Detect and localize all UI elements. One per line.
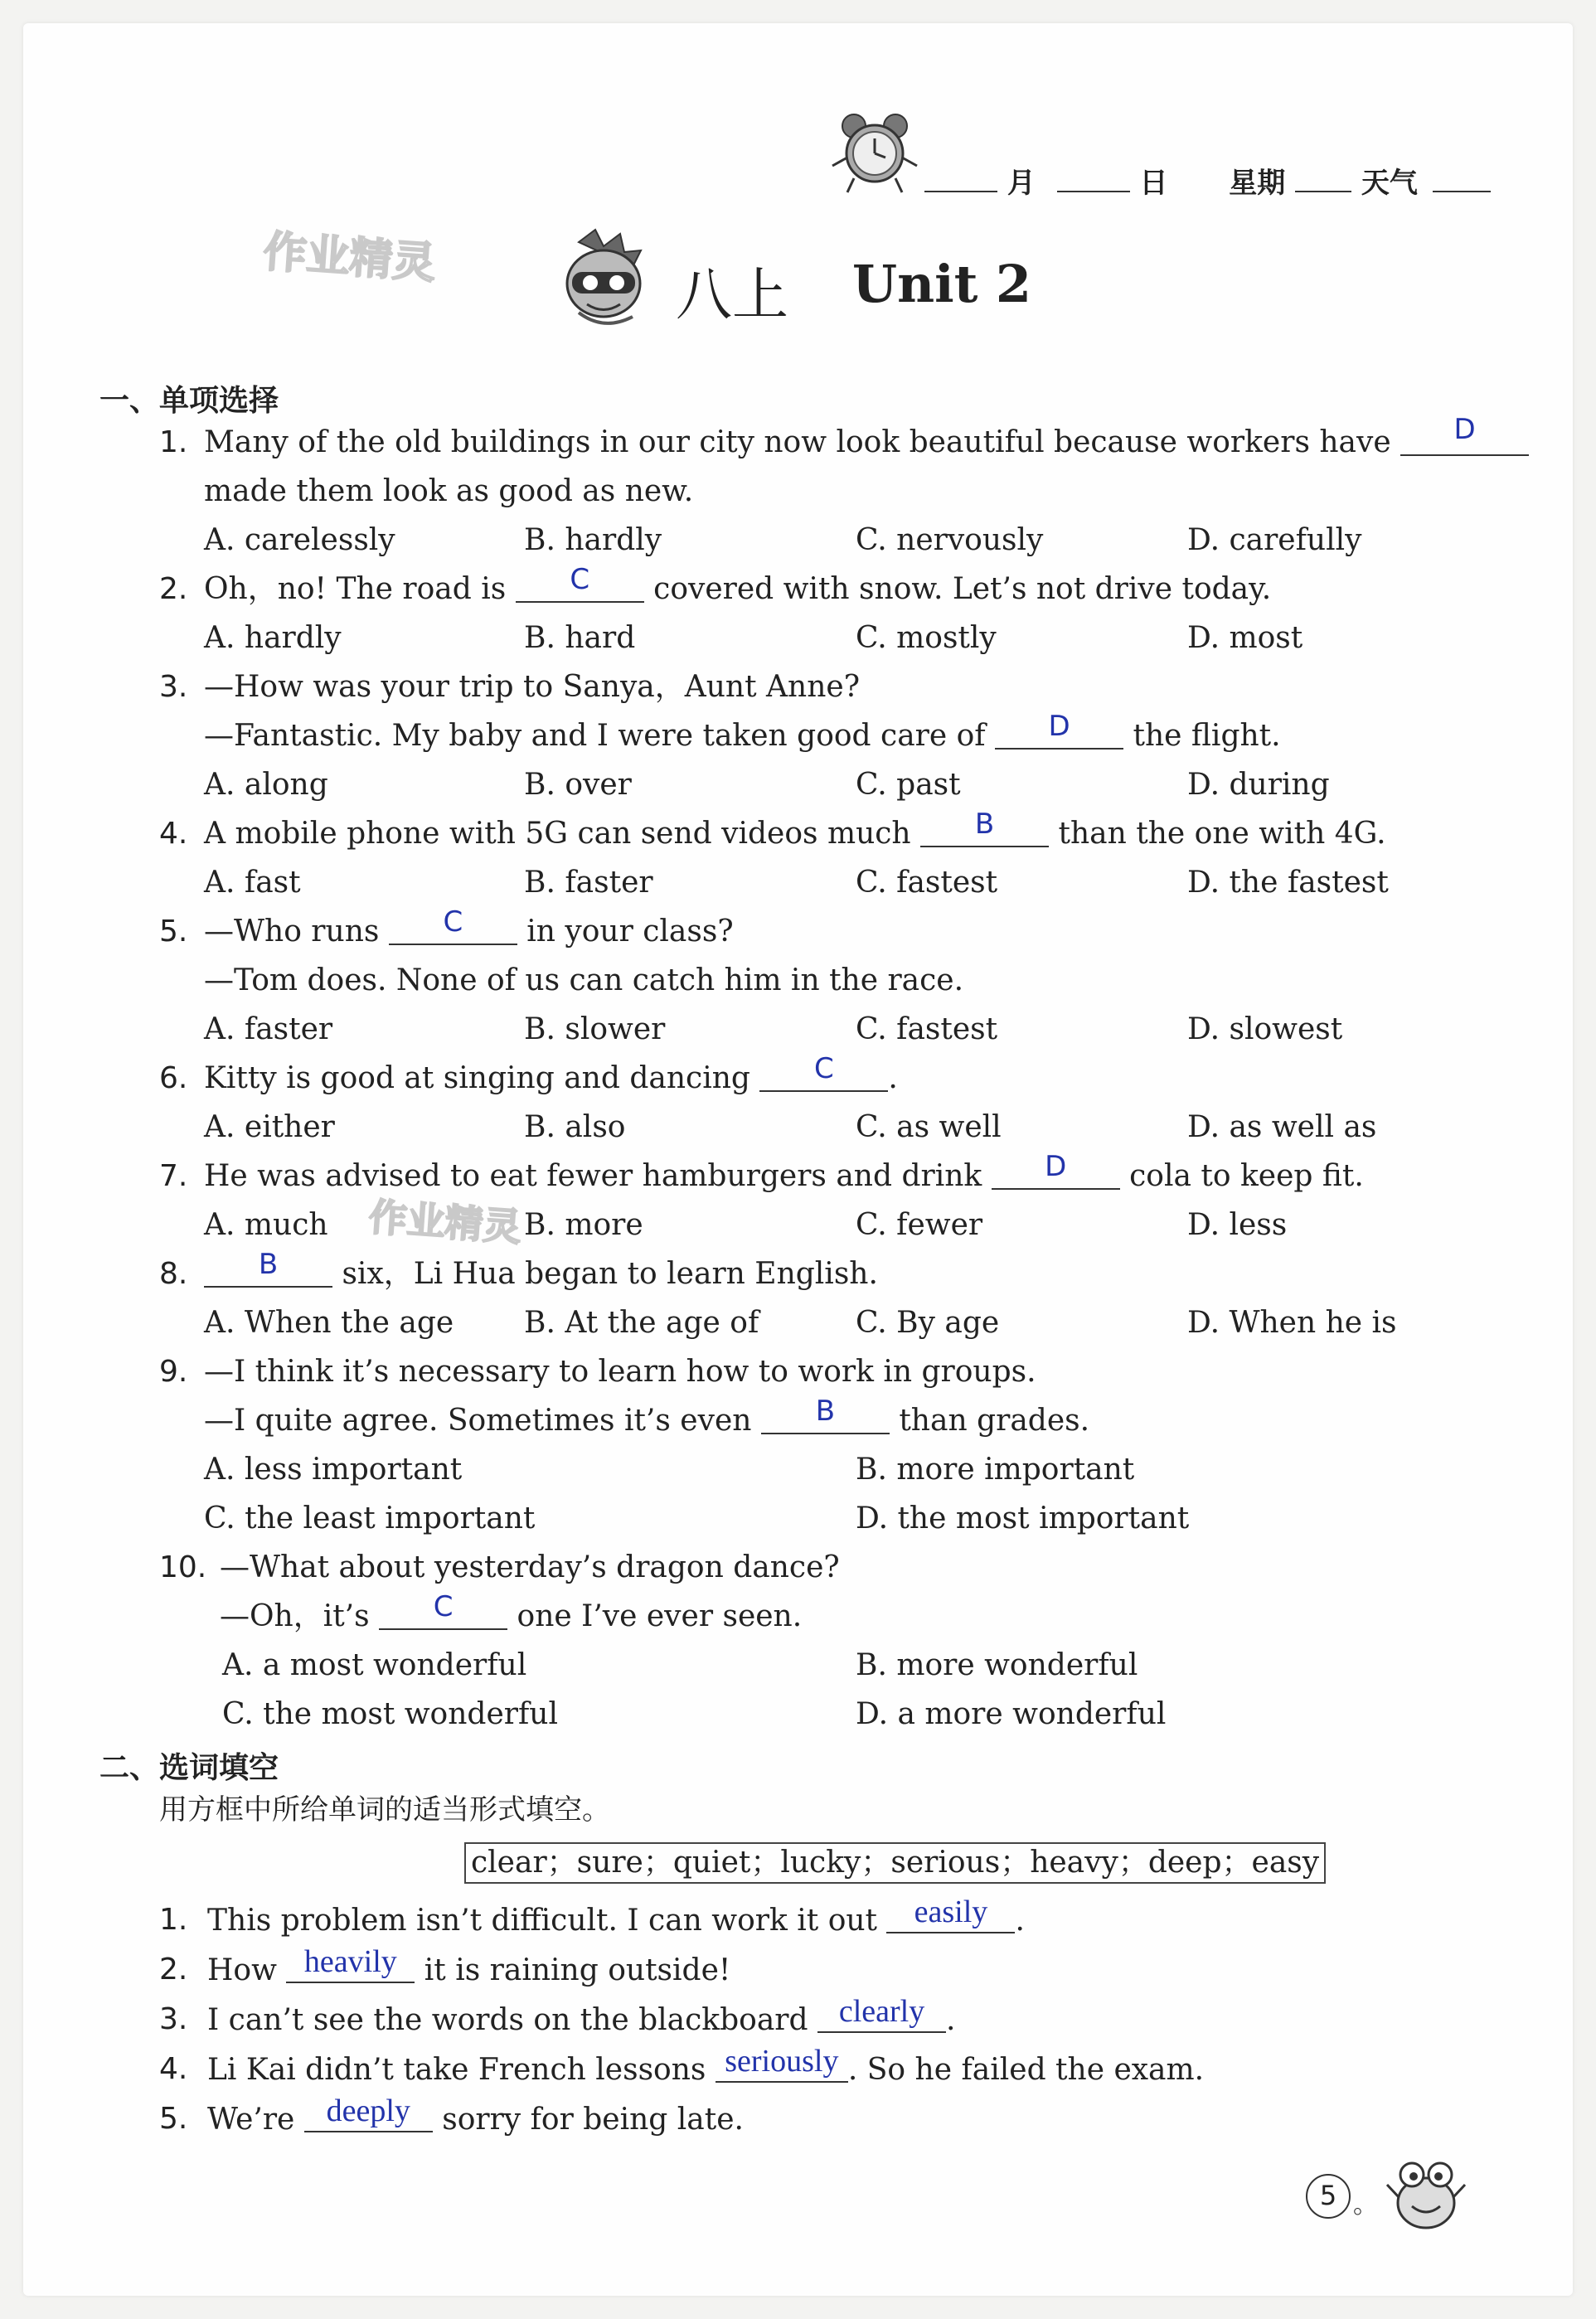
- s2-item4-text-b: . So he failed the exam.: [847, 2053, 1205, 2087]
- s2-item5: [207, 2093, 744, 2137]
- weather-label: 天气: [1361, 167, 1418, 200]
- q9-number: 9.: [159, 1355, 188, 1389]
- q7-option-c[interactable]: C. fewer: [856, 1208, 983, 1242]
- q7-answer-blank[interactable]: [992, 1150, 1120, 1190]
- section2-instruction: 用方框中所给单词的适当形式填空。: [159, 1793, 610, 1827]
- s2-item2-text-b: it is raining outside!: [424, 1953, 731, 1987]
- q8-number: 8.: [159, 1257, 188, 1291]
- q3-text-a: —Fantastic. My baby and I were taken good care of: [204, 719, 986, 753]
- q6-option-d[interactable]: D. as well as: [1187, 1110, 1377, 1144]
- s2-item1-answer: easily: [914, 1894, 988, 1929]
- s2-item3-answer: clearly: [838, 1994, 925, 2029]
- q6-option-c[interactable]: C. as well: [856, 1110, 1002, 1144]
- title-grade: 八上: [676, 263, 789, 328]
- q10-number: 10.: [159, 1550, 207, 1584]
- s2-item1-text-b: .: [1015, 1904, 1025, 1938]
- q5-option-c[interactable]: C. fastest: [856, 1012, 998, 1046]
- q4-stem: [204, 808, 1386, 851]
- q10-answer-blank[interactable]: [379, 1590, 507, 1630]
- q3-line2: [204, 710, 1281, 753]
- q5-text-a: —Who runs: [204, 915, 380, 948]
- q9-line1: —I think it’s necessary to learn how to work in groups.: [204, 1355, 1036, 1389]
- q1-line2: made them look as good as new.: [204, 474, 694, 508]
- s2-item3: [207, 1994, 956, 2037]
- weather-blank[interactable]: [1433, 166, 1491, 192]
- q3-text-b: the flight.: [1133, 719, 1281, 753]
- q4-number: 4.: [159, 817, 188, 851]
- word-box: clear；sure；quiet；lucky；serious；heavy；deep；easy: [464, 1842, 1326, 1884]
- q7-option-a[interactable]: A. much: [204, 1208, 328, 1242]
- watermark-inline: 作业精灵: [367, 1194, 523, 1250]
- q7-text-a: He was advised to eat fewer hamburgers and drink: [204, 1159, 982, 1193]
- q10-text-a: —Oh，it’s: [220, 1599, 370, 1633]
- q3-option-c[interactable]: C. past: [856, 768, 961, 802]
- q5-answer-blank[interactable]: [389, 905, 517, 945]
- q5-line2: —Tom does. None of us can catch him in the race.: [204, 963, 964, 997]
- weekday-label: 星期: [1229, 167, 1286, 200]
- q3-line1: —How was your trip to Sanya，Aunt Anne?: [204, 670, 860, 704]
- q7-text-b: cola to keep fit.: [1129, 1159, 1364, 1193]
- q8-answer: B: [258, 1248, 279, 1281]
- q10-answer: C: [433, 1590, 454, 1623]
- s2-item3-text-a: I can’t see the words on the blackboard: [207, 2003, 808, 2037]
- page-number: 5: [1306, 2174, 1351, 2219]
- q4-answer: B: [974, 808, 995, 841]
- q10-option-a[interactable]: A. a most wonderful: [222, 1648, 527, 1682]
- s2-item1-number: 1.: [159, 1903, 188, 1937]
- q6-answer: C: [814, 1052, 834, 1085]
- q2-answer-blank[interactable]: [516, 563, 644, 603]
- month-label: 月: [1007, 167, 1036, 200]
- q9-text-a: —I quite agree. Sometimes it’s even: [204, 1404, 752, 1438]
- day-label: 日: [1139, 167, 1168, 200]
- q6-option-b[interactable]: B. also: [524, 1110, 626, 1144]
- q9-option-a[interactable]: A. less important: [204, 1453, 463, 1487]
- q2-option-c[interactable]: C. mostly: [856, 621, 997, 655]
- alarm-clock-mascot-icon: [829, 108, 920, 199]
- q1-number: 1.: [159, 425, 188, 459]
- s2-item5-text-a: We’re: [207, 2103, 295, 2137]
- page-number-suffix: 。: [1353, 2190, 1378, 2220]
- q10-option-b[interactable]: B. more wonderful: [856, 1648, 1138, 1682]
- q1-option-d[interactable]: D. carefully: [1187, 523, 1362, 557]
- section1-heading: 一、单项选择: [99, 384, 279, 418]
- q2-text-b: covered with snow. Let’s not drive today.: [653, 572, 1272, 606]
- q3-number: 3.: [159, 670, 188, 704]
- q6-text-a: Kitty is good at singing and dancing: [204, 1061, 750, 1095]
- s2-item4-answer-blank[interactable]: [716, 2044, 848, 2083]
- q9-option-d[interactable]: D. the most important: [856, 1502, 1190, 1535]
- s2-item4-number: 4.: [159, 2052, 188, 2086]
- q8-option-a[interactable]: A. When the age: [204, 1306, 454, 1340]
- s2-item1-text-a: This problem isn’t difficult. I can work it out: [207, 1904, 878, 1938]
- s2-item5-answer: deeply: [326, 2093, 410, 2128]
- section2-heading: 二、选词填空: [99, 1751, 279, 1785]
- day-blank[interactable]: [1057, 166, 1130, 192]
- s2-item5-text-b: sorry for being late.: [442, 2103, 744, 2137]
- s2-item4-text-a: Li Kai didn’t take French lessons: [207, 2053, 706, 2087]
- month-blank[interactable]: [924, 166, 997, 192]
- q1-option-c[interactable]: C. nervously: [856, 523, 1044, 557]
- weekday-blank[interactable]: [1295, 166, 1351, 192]
- q1-answer-blank[interactable]: [1400, 413, 1529, 456]
- q9-line2: [204, 1395, 1090, 1438]
- q3-answer-blank[interactable]: [995, 710, 1123, 750]
- q10-line2: [220, 1590, 803, 1633]
- frog-mascot-icon: [1380, 2152, 1472, 2234]
- q7-option-b[interactable]: B. more: [524, 1208, 643, 1242]
- q5-text-b: in your class?: [526, 915, 734, 948]
- q1-text: Many of the old buildings in our city now look beautiful because workers have: [204, 425, 1391, 459]
- q10-text-b: one I’ve ever seen.: [517, 1599, 803, 1633]
- q2-number: 2.: [159, 572, 188, 606]
- s2-item5-answer-blank[interactable]: [304, 2093, 433, 2132]
- q3-option-a[interactable]: A. along: [204, 768, 328, 802]
- s2-item3-answer-blank[interactable]: [817, 1994, 946, 2033]
- mascot-icon: [554, 226, 653, 333]
- q8-option-c[interactable]: C. By age: [856, 1306, 1000, 1340]
- q4-option-a[interactable]: A. fast: [204, 866, 301, 900]
- s2-item2: [207, 1944, 731, 1987]
- q8-option-d[interactable]: D. When he is: [1187, 1306, 1397, 1340]
- q9-option-c[interactable]: C. the least important: [204, 1502, 536, 1535]
- s2-item4-answer: seriously: [725, 2044, 839, 2079]
- q5-stem: [204, 905, 734, 948]
- q1-option-b[interactable]: B. hardly: [524, 523, 662, 557]
- q4-text-a: A mobile phone with 5G can send videos much: [204, 817, 911, 851]
- q3-option-d[interactable]: D. during: [1187, 768, 1330, 802]
- q2-answer: C: [570, 563, 590, 596]
- q3-option-b[interactable]: B. over: [524, 768, 632, 802]
- q6-text-b: .: [888, 1061, 898, 1095]
- q9-answer: B: [815, 1395, 836, 1428]
- s2-item5-number: 5.: [159, 2102, 188, 2136]
- date-weather-row: [924, 160, 1491, 201]
- s2-item2-number: 2.: [159, 1953, 188, 1987]
- q3-answer: D: [1048, 710, 1070, 743]
- q2-option-d[interactable]: D. most: [1187, 621, 1303, 655]
- q4-option-b[interactable]: B. faster: [524, 866, 653, 900]
- q1-stem: [204, 413, 1529, 459]
- q10-option-c[interactable]: C. the most wonderful: [222, 1697, 558, 1731]
- q1-option-a[interactable]: A. carelessly: [204, 523, 395, 557]
- watermark: 作业精灵: [261, 226, 438, 289]
- s2-item2-answer: heavily: [303, 1944, 397, 1979]
- q6-stem: [204, 1052, 898, 1095]
- q4-text-b: than the one with 4G.: [1058, 817, 1386, 851]
- q10-option-d[interactable]: D. a more wonderful: [856, 1697, 1167, 1731]
- q6-answer-blank[interactable]: [759, 1052, 888, 1092]
- q9-option-b[interactable]: B. more important: [856, 1453, 1135, 1487]
- q4-option-d[interactable]: D. the fastest: [1187, 866, 1389, 900]
- q7-number: 7.: [159, 1159, 188, 1193]
- q8-answer-blank[interactable]: [204, 1248, 332, 1288]
- q9-answer-blank[interactable]: [761, 1395, 890, 1434]
- s2-item2-answer-blank[interactable]: [286, 1944, 415, 1983]
- q8-stem: [204, 1248, 878, 1291]
- s2-item2-text-a: How: [207, 1953, 277, 1987]
- q5-answer: C: [443, 905, 463, 939]
- q4-option-c[interactable]: C. fastest: [856, 866, 998, 900]
- q4-answer-blank[interactable]: [920, 808, 1049, 847]
- q8-option-b[interactable]: B. At the age of: [524, 1306, 759, 1340]
- s2-item1: [207, 1894, 1025, 1938]
- s2-item1-answer-blank[interactable]: [886, 1894, 1015, 1933]
- q2-option-a[interactable]: A. hardly: [204, 621, 342, 655]
- title-unit: Unit 2: [852, 254, 1032, 314]
- s2-item4: [207, 2044, 1205, 2087]
- q1-answer: D: [1453, 413, 1476, 446]
- q9-text-b: than grades.: [899, 1404, 1090, 1438]
- q2-text-a: Oh，no! The road is: [204, 572, 507, 606]
- q2-stem: [204, 563, 1272, 606]
- q7-option-d[interactable]: D. less: [1187, 1208, 1288, 1242]
- s2-item3-number: 3.: [159, 2002, 188, 2036]
- q2-option-b[interactable]: B. hard: [524, 621, 636, 655]
- q7-answer: D: [1045, 1150, 1067, 1183]
- q5-option-d[interactable]: D. slowest: [1187, 1012, 1343, 1046]
- q6-option-a[interactable]: A. either: [204, 1110, 335, 1144]
- q5-option-b[interactable]: B. slower: [524, 1012, 666, 1046]
- q6-number: 6.: [159, 1061, 188, 1095]
- s2-item3-text-b: .: [946, 2003, 956, 2037]
- q5-number: 5.: [159, 915, 188, 948]
- q8-text-b: six，Li Hua began to learn English.: [342, 1257, 878, 1291]
- q10-line1: —What about yesterday’s dragon dance?: [220, 1550, 840, 1584]
- q5-option-a[interactable]: A. faster: [204, 1012, 333, 1046]
